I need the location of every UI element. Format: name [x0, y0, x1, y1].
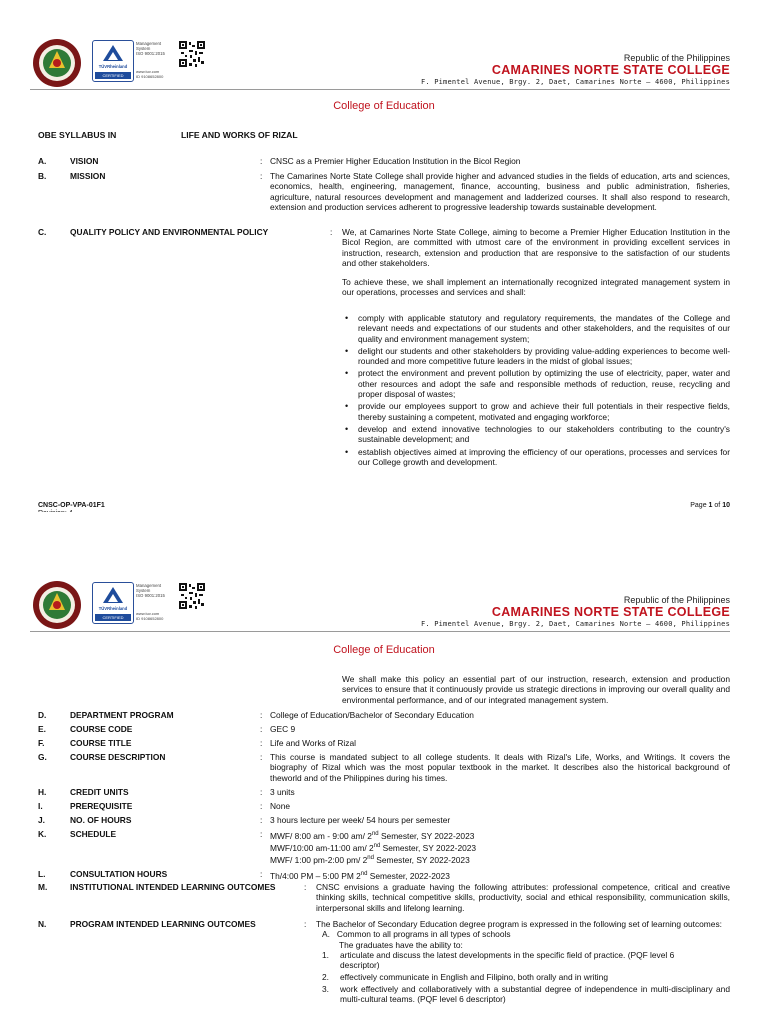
- header-divider: [30, 89, 730, 90]
- row-letter: J.: [38, 815, 45, 825]
- department-title: College of Education: [333, 644, 435, 656]
- pilo-subheading: A. Common to all programs in all types of schools: [322, 929, 511, 940]
- row-letter: M.: [38, 882, 48, 892]
- cert-text: Management System ISO 9001:2015: [136, 583, 165, 598]
- colon: :: [260, 738, 263, 748]
- list-item: 1. articulate and discuss the latest developments in the specific field of practice. (PQF level 6 descriptor): [322, 949, 675, 971]
- republic-text: Republic of the Philippines: [623, 595, 730, 605]
- schedule-lines: [270, 829, 730, 865]
- row-letter: N.: [38, 919, 47, 929]
- row-label: INSTITUTIONAL INTENDED LEARNING OUTCOMES: [70, 882, 276, 892]
- college-seal-icon: [32, 38, 82, 88]
- cert-badge: CERTIFIED: [95, 72, 131, 79]
- row-label: COURSE TITLE: [70, 738, 132, 748]
- colon: :: [260, 787, 263, 797]
- row-letter: C.: [38, 227, 47, 237]
- row-value: GEC 9: [270, 724, 296, 734]
- page-gap: [0, 512, 768, 574]
- list-item: • protect the environment and prevent pollution by optimizing the use of electricity, paper, water and other resources and adopt the safe and responsible methods of reduction, reuse, recycling and proper disposal of wastes;: [342, 368, 730, 399]
- policy-bullet-list: [342, 313, 730, 469]
- row-label: PROGRAM INTENDED LEARNING OUTCOMES: [70, 919, 256, 929]
- row-letter: A.: [38, 156, 47, 166]
- row-value: Life and Works of Rizal: [270, 738, 356, 748]
- schedule-line: MWF/10:00 am-11:00 am/ 2nd Semester, SY 2022-2023: [270, 842, 477, 853]
- row-letter: I.: [38, 801, 43, 811]
- tuv-logo-icon: [92, 40, 134, 82]
- row-letter: B.: [38, 171, 47, 181]
- cert-text: Management System ISO 9001:2015: [136, 41, 165, 56]
- syllabus-title: LIFE AND WORKS OF RIZAL: [181, 130, 298, 140]
- row-letter: G.: [38, 752, 47, 762]
- list-item: • establish objectives aimed at improving the efficiency of our operations, processes and services for our College growth and development.: [342, 447, 730, 468]
- list-item: 2. effectively communicate in English and Filipino, both orally and in writing: [322, 972, 608, 983]
- cert-url: www.tuv.com ID 9108652800: [136, 611, 164, 621]
- row-label: CONSULTATION HOURS: [70, 869, 168, 879]
- row-letter: L.: [38, 869, 46, 879]
- list-item: • comply with applicable statutory and regulatory requirements, the mandates of the College and relevant needs and expectations of our students and other stakeholders, and the requisites of our quality and environment management system;: [342, 313, 730, 344]
- page-number: Page 1 of 10: [690, 502, 730, 509]
- row-letter: H.: [38, 787, 47, 797]
- schedule-line: MWF/ 8:00 am - 9:00 am/ 2nd Semester, SY 2022-2023: [270, 830, 475, 841]
- cert-name: TÜVRheinland: [98, 606, 128, 611]
- page-header: [0, 0, 768, 90]
- college-seal-icon: [32, 580, 82, 630]
- row-value: 3 hours lecture per week/ 54 hours per semester: [270, 815, 451, 825]
- mission-text: The Camarines Norte State College shall provide higher and advanced studies in the fields of education, arts and sciences, economics, health, engineering, management, finance, accounting, business and public administration, fisheries, agriculture, natural resources development and management and ladderized courses. It shall also respond to research, extension and production services adherent to progressive leadership towards sustainable development.: [270, 171, 730, 212]
- schedule-line: MWF/ 1:00 pm-2:00 pm/ 2nd Semester, SY 2022-2023: [270, 854, 470, 865]
- list-item: • develop and extend innovative technologies to our stakeholders contributing to the country's sustainable development; and: [342, 424, 730, 445]
- qr-code-icon: [178, 40, 206, 68]
- header-divider: [30, 631, 730, 632]
- row-label: DEPARTMENT PROGRAM: [70, 710, 174, 720]
- college-address: F. Pimentel Avenue, Brgy. 2, Daet, Camarines Norte – 4600, Philippines: [420, 620, 730, 628]
- row-letter: K.: [38, 829, 47, 839]
- iso-certification-badge: [92, 40, 208, 82]
- row-label: VISION: [70, 156, 99, 166]
- list-item: • provide our employees support to grow and achieve their full potentials in their respective fields, thereby sustaining a competent, motivated and engaging workforce;: [342, 401, 730, 422]
- vision-text: CNSC as a Premier Higher Education Institution in the Bicol Region: [270, 156, 521, 166]
- row-label: NO. OF HOURS: [70, 815, 132, 825]
- row-letter: E.: [38, 724, 46, 734]
- list-item: • delight our students and other stakeholders by providing value-adding experiences to become well-rounded and more competitive future leaders in the midst of global issues;: [342, 346, 730, 367]
- policy-continuation-text: We shall make this policy an essential part of our instruction, research, extension and production services to ensure that it continuously provide us strategic directions in improving our overall quality and environmental performance, and of our integrated management system.: [342, 674, 730, 705]
- row-label: COURSE DESCRIPTION: [70, 752, 166, 762]
- row-label: MISSION: [70, 171, 106, 181]
- iso-certification-badge: [92, 582, 208, 624]
- cert-badge: CERTIFIED: [95, 614, 131, 621]
- quality-policy-intro: To achieve these, we shall implement an internationally recognized integrated management system in our operations, processes and services and shall:: [342, 277, 730, 298]
- college-address: F. Pimentel Avenue, Brgy. 2, Daet, Camarines Norte – 4600, Philippines: [420, 78, 730, 86]
- college-name: CAMARINES NORTE STATE COLLEGE: [491, 605, 730, 619]
- colon: :: [304, 919, 307, 929]
- row-label: SCHEDULE: [70, 829, 117, 839]
- row-value: None: [270, 801, 291, 811]
- row-value: College of Education/Bachelor of Secondary Education: [270, 710, 474, 720]
- colon: :: [260, 815, 263, 825]
- colon: :: [260, 801, 263, 811]
- row-letter: F.: [38, 738, 45, 748]
- row-value: 3 units: [270, 787, 295, 797]
- department-title: College of Education: [333, 100, 435, 112]
- pilo-content: [316, 919, 730, 1004]
- list-item: 3. work effectively and collaboratively with a substantial degree of independence in multi-disciplinary and multi-cultural teams. (PQF level 6 descriptor): [322, 983, 730, 1005]
- tuv-logo-icon: [92, 582, 134, 624]
- colon: :: [260, 724, 263, 734]
- row-letter: D.: [38, 710, 47, 720]
- row-value: Th/4:00 PM – 5:00 PM 2nd Semester, 2022-2023: [270, 870, 450, 881]
- colon: :: [260, 829, 263, 839]
- colon: :: [260, 171, 263, 181]
- row-label: QUALITY POLICY AND ENVIRONMENTAL POLICY: [70, 227, 269, 237]
- row-value: This course is mandated subject to all college students. It deals with Rizal's Life, Works, and Writings. It covers the biography of Rizal which was the most popular textbook in the market. It describes also the historical background of theworld and of the Philippines during his times.: [270, 752, 730, 783]
- cert-name: TÜVRheinland: [98, 64, 128, 69]
- colon: :: [260, 869, 263, 879]
- colon: :: [260, 752, 263, 762]
- obe-label: OBE SYLLABUS IN: [38, 130, 117, 140]
- quality-policy-text: We, at Camarines Norte State College, aiming to become a Premier Higher Education Institution in the Bicol Region, are committed with utmost care of the environment in providing excellent services in instruction, research, extension and production that are responsive to the satisfaction of our students and other stakeholders.: [342, 227, 730, 268]
- qr-code-icon: [178, 582, 206, 610]
- colon: :: [330, 227, 333, 237]
- cert-url: www.tuv.com ID 9108652800: [136, 69, 164, 79]
- row-label: COURSE CODE: [70, 724, 133, 734]
- colon: :: [260, 710, 263, 720]
- form-code: CNSC-OP-VPA-01F1: [38, 502, 105, 509]
- ilo-text: CNSC envisions a graduate having the following attributes: professional competence, critical and creative thinking skills, technical competitive skills, productivity, social and ethical responsibility, communication skills, interpersonal skills and lifelong learning.: [316, 882, 730, 913]
- pilo-intro: The graduates have the ability to:: [339, 939, 463, 950]
- syllabus-page-2: [0, 574, 768, 1024]
- row-label: CREDIT UNITS: [70, 787, 129, 797]
- colon: :: [260, 156, 263, 166]
- college-name: CAMARINES NORTE STATE COLLEGE: [491, 63, 730, 77]
- pilo-text: The Bachelor of Secondary Education degree program is expressed in the following set of learning outcomes:: [316, 919, 722, 929]
- row-label: PREREQUISITE: [70, 801, 133, 811]
- republic-text: Republic of the Philippines: [623, 53, 730, 63]
- colon: :: [304, 882, 307, 892]
